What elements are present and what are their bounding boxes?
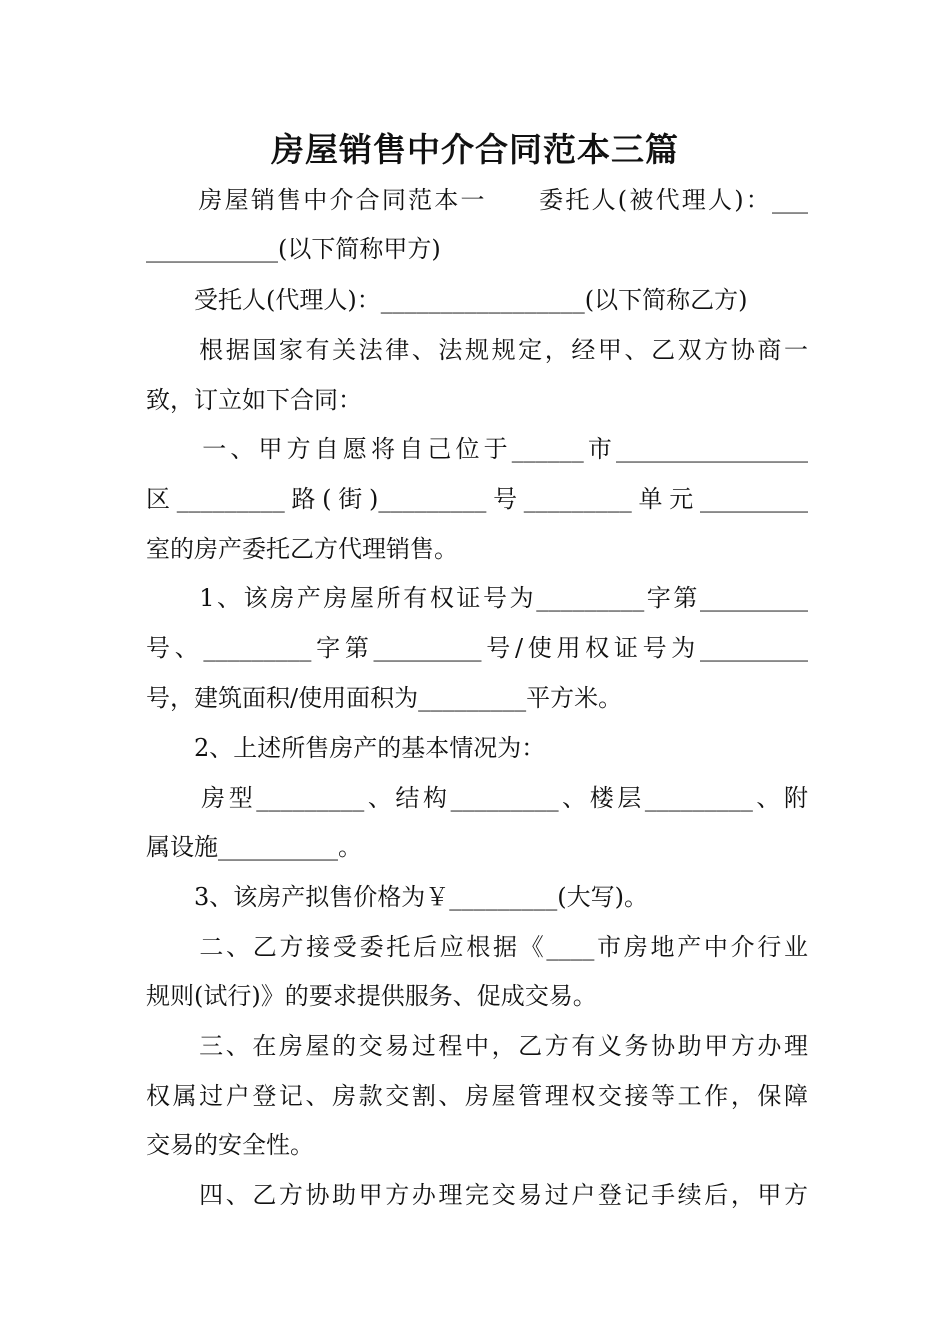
paragraph-line: 根据国家有关法律、法规规定，经甲、乙双方协商一: [146, 336, 808, 364]
document-title: 房屋销售中介合同范本三篇: [271, 130, 679, 169]
paragraph-line: 房型_________、结构_________、楼层_________、附: [146, 784, 808, 812]
paragraph-line: 二、乙方接受委托后应根据《____市房地产中介行业: [146, 933, 808, 961]
paragraph-line: 号，建筑面积/使用面积为_________平方米。: [146, 684, 623, 712]
paragraph-line: 房屋销售中介合同范本一 委托人(被代理人)：___: [146, 186, 808, 214]
paragraph-line: 区_________路(街)_________号_________单元_________: [146, 485, 808, 513]
paragraph-line: 致，订立如下合同：: [146, 386, 362, 414]
paragraph-line: 一、甲方自愿将自己位于______市________________: [146, 435, 808, 463]
paragraph-line: 号、_________字第_________号/使用权证号为_________: [146, 634, 808, 662]
paragraph-line: 规则(试行)》的要求提供服务、促成交易。: [146, 982, 597, 1010]
paragraph-line: 1、该房产房屋所有权证号为_________字第_________: [146, 584, 808, 612]
paragraph-line: 3、该房产拟售价格为￥_________(大写)。: [146, 883, 648, 911]
paragraph-line: 2、上述所售房产的基本情况为：: [146, 734, 546, 762]
paragraph-line: 受托人(代理人)：_________________(以下简称乙方): [146, 286, 748, 314]
paragraph-line: 权属过户登记、房款交割、房屋管理权交接等工作，保障: [146, 1082, 808, 1110]
paragraph-line: 交易的安全性。: [146, 1131, 314, 1159]
paragraph-line: 三、在房屋的交易过程中，乙方有义务协助甲方办理: [146, 1032, 808, 1060]
paragraph-line: ___________(以下简称甲方): [146, 235, 441, 263]
paragraph-line: 属设施__________。: [146, 833, 362, 861]
paragraph-line: 室的房产委托乙方代理销售。: [146, 535, 458, 563]
paragraph-line: 四、乙方协助甲方办理完交易过户登记手续后，甲方: [146, 1181, 808, 1209]
